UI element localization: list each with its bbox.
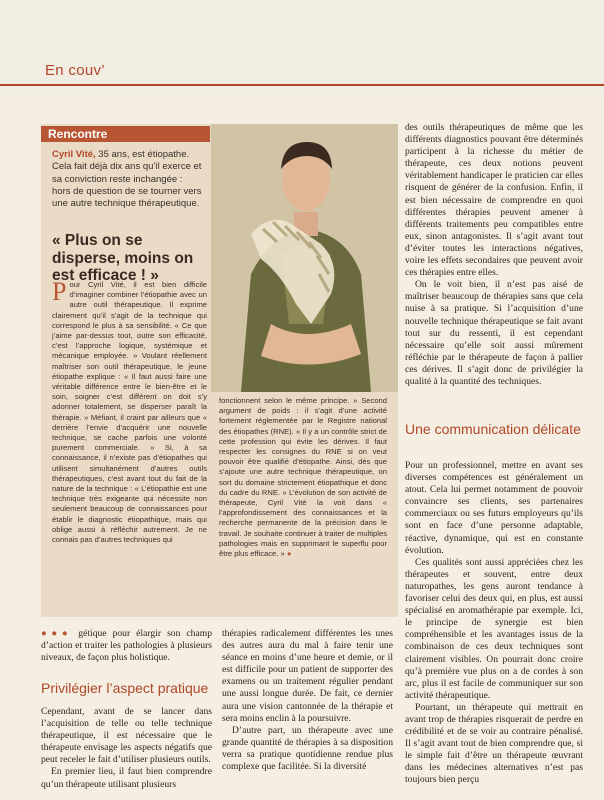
continuation-dots: ●●● <box>41 628 73 639</box>
heading-pratique: Privilégier l’aspect pratique <box>41 680 209 696</box>
left-paragraph-2: En premier lieu, il faut bien comprendre qu’un thérapeute utilisant plusieurs <box>41 766 212 790</box>
right-column <box>405 122 583 388</box>
header-band <box>0 0 604 96</box>
box-column-2 <box>219 396 387 559</box>
portrait-photo <box>211 124 398 392</box>
heading-communication: Une communication délicate <box>405 421 581 437</box>
box-column-1-text: our Cyril Vité, il est bien difficile d’imaginer combiner l’étiopathie avec un autre outil thérapeutique. Il exprime clairement qu’il s’agit de la technique qui correspond le plus à sa sensibilité. « Ce que j’aime par-dessus tout, outre son efficacité, c’est l’approche logique, systémique et mécanique employée. » Voulant réellement maîtriser son outil thérapeutique, le jeune étiopathe explique : « Il faut aussi faire une véritable différence entre le bien-être et le soin, soigner c’est différent on doit s’y adonner totalement, se disperser paraît la thérapie. » Méfiant, il craint par ailleurs que « derrière l’envie d’acquérir une nouvelle technique, se cache parfois une volonté purement commerciale. » Si, à sa connaissance, il n’existe pas d’étiopathes qui utilisent simultanément d’autres outils thérapeutiques, c’est avant tout du fait de la nature de la technique : « L’étiopathie est une technique très exigeante qui nécessite non seulement beaucoup de connaissances pour établir le diagnostic étiopathique, mais qui oblige aussi à réfléchir autrement. Je ne connais pas d’autres techniques qui <box>52 280 207 545</box>
pull-quote: « Plus on se disperse, moins on est efficace ! » <box>52 232 194 284</box>
header-rule <box>0 84 604 86</box>
right-paragraph-1: des outils thérapeutiques de même que les différents diagnostics pouvant être déterminés participent à la richesse du métier de thérapeute, ces deux notions peuvent véritablement handicaper le praticien car elles risquent de générer de la confusion. Enfin, il est bien nécessaire de comprendre en quoi différentes thérapies peuvent amener à différents traitements peu compatibles entre eux, sinon antagonistes. Il s’agit avant tout d’éviter toutes les interactions négatives, voire les effets secondaires que peuvent avoir ces thérapies entre elles. <box>405 122 583 279</box>
right-paragraph-2: On le voit bien, il n’est pas aisé de maîtriser beaucoup de thérapies sans que cela nuise à sa pratique. Si l’acquisition d’une nouvelle technique thérapeutique se fait avant tout sur du ressenti, il est cependant nécessaire qu’elle soit aussi mûrement réfléchie par le thérapeute de façon à pallier ces dérives. Il s’agit donc de privilégier la qualité à la quantité des techniques. <box>405 279 583 387</box>
middle-column <box>222 628 393 773</box>
box-tag: Rencontre <box>41 126 210 142</box>
left-paragraph-1: Cependant, avant de se lancer dans l’acquisition de telle ou telle technique thérapeutique, il est nécessaire que le thérapeute envisage les aspects négatifs que peut receler le fait d’utiliser plusieurs outils. <box>41 706 212 766</box>
drop-cap: P <box>52 277 67 306</box>
box-column-2-text: fonctionnent selon le même principe. » Second argument de poids : il s’agit d’une activité fortement réglementée par le Registre national des étiopathes (RNE). « Il y a un contrôle strict de cette profession qui évite les dérives. Il faut respecter les consignes du RNE si on veut pouvoir être qualifié d’étiopathe. Ainsi, dès que s’ajoute une autre technique thérapeutique, on sort du domaine strictement étiopathique et donc du cadre du RNE. » L’évolution de son activité de thérapeute, Cyril Vité la voit dans « l’approfondissement des connaissances et la recherche permanente de la précision dans le travail. Je souhaite continuer à traiter de multiples pathologies mais en supprimant le superflu pour être plus efficace. » <box>219 396 387 559</box>
left-column <box>41 628 212 664</box>
right-paragraph-4: Ces qualités sont aussi appréciées chez les thérapeutes et souvent, entre deux naturopathes, les gens auront tendance à favoriser celui des deux qui, en plus, est aussi spécialisé en aromathérapie par exemple. Ici, le principe de synergie est bien compréhensible et les avantages issus de la combinaison de ces deux techniques sont clairement visibles. On pourrait donc croire qu’à première vue plus on a de cordes à son arc, plus il est facile de communiquer sur son activité thérapeutique. <box>405 556 583 701</box>
right-column-body <box>405 460 583 787</box>
portrait-illustration <box>211 124 398 392</box>
end-mark: ● <box>286 549 292 559</box>
box-lead <box>52 149 202 210</box>
right-paragraph-5: Pourtant, un thérapeute qui mettrait en avant trop de thérapies risquerait de perdre en crédibilité et de se voir au contraire pénalisé. Il s’agit avant tout de bien comprendre que, si le simple fait d’être un thérapeute œuvrant dans les médecines alternatives n’est pas toujours bien perçu <box>405 701 583 786</box>
section-label: En couv’ <box>45 62 105 79</box>
middle-paragraph-2: D’autre part, un thérapeute avec une grande quantité de thérapies à sa disposition verra sa pratique quotidienne rendue plus complexe que facilitée. Si la diversité <box>222 724 393 773</box>
middle-paragraph-1: thérapies radicalement différentes les unes des autres aura du mal à faire tenir une séance en moins d’une heure et demie, or il est difficile pour un patient de supporter des examens ou un traitement régulier pendant une aussi longue durée. De fait, ce dernier aura une vision cantonnée de la thérapie et sera moins enclin à la poursuivre. <box>222 628 393 724</box>
lead-name: Cyril Vité, <box>52 149 96 160</box>
lead-text: 35 ans, est étiopathe. Cela fait déjà dix ans qu’il exerce et sa conviction reste inchangée : hors de question de se tourner vers une autre technique thérapeutique. <box>52 149 202 210</box>
left-intro: gétique pour élargir son champ d’action et traiter les pathologies à plusieurs niveaux, de façon plus holistique. <box>41 628 213 664</box>
right-paragraph-3: Pour un professionnel, mettre en avant ses diverses compétences est généralement un atout. Cela lui permet notamment de pouvoir convaincre ses clients, ses partenaires commerciaux ou ses futurs employeurs qu’ils sont en face d’une personne adaptable, réactive, dynamique, qui est en constante évolution. <box>405 460 583 556</box>
box-column-1 <box>52 277 207 545</box>
left-column-body <box>41 706 212 791</box>
